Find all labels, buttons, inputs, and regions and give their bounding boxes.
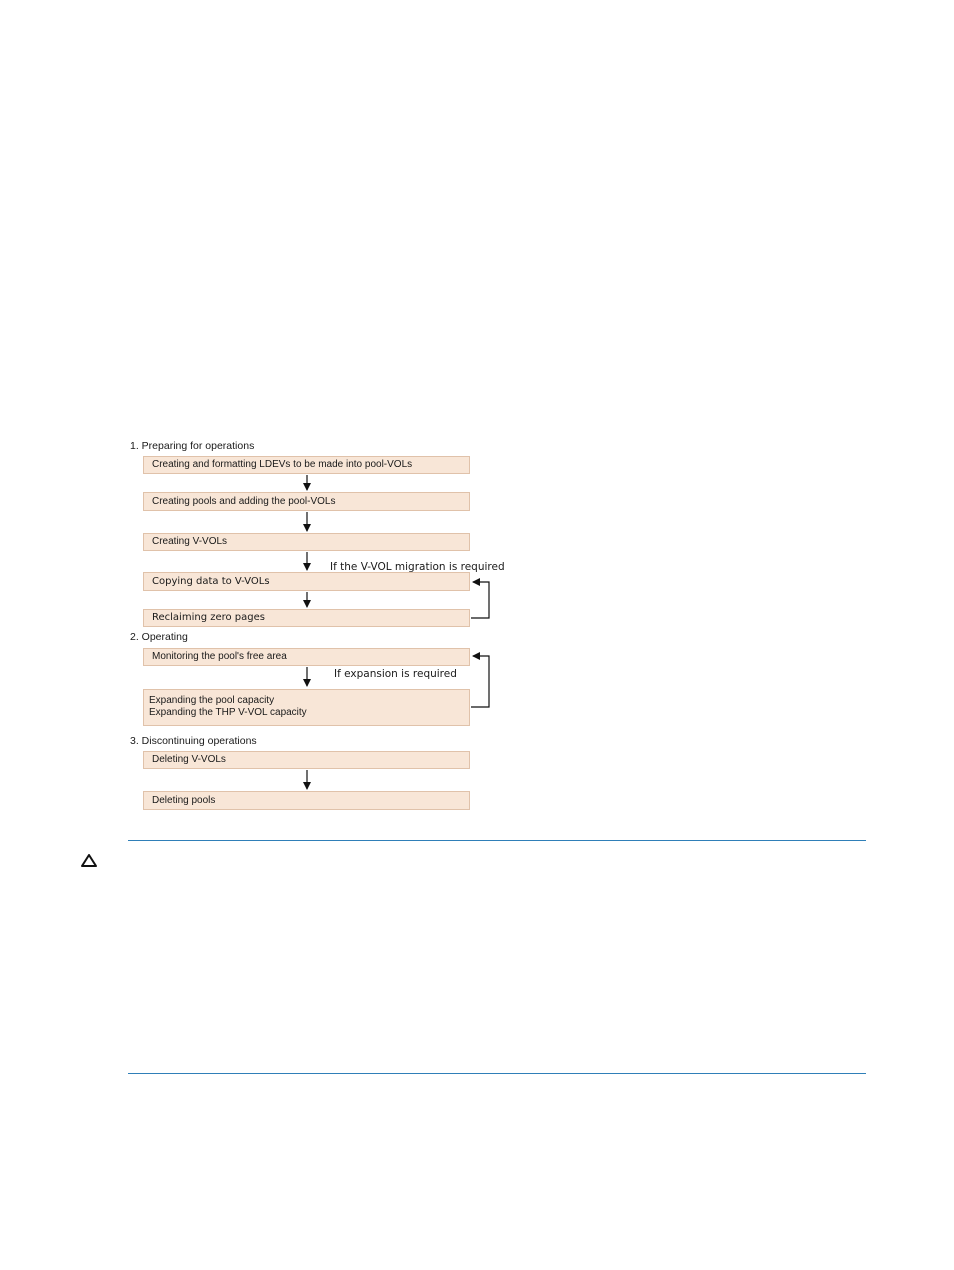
caution-triangle-icon [80,853,98,873]
step-label-pool: Expanding the pool capacity [149,695,275,706]
step-label-thp: Expanding the THP V-VOL capacity [149,707,307,718]
step-label: Monitoring the pool's free area [152,651,287,662]
caution-bottom-rule [128,1073,866,1074]
step-label: Creating V-VOLs [152,536,228,547]
step-label: Deleting pools [152,795,216,806]
loop-arrow-expansion [471,656,489,707]
step-label: Reclaiming zero pages [152,612,265,623]
section-discontinuing: 3. Discontinuing operations [130,735,257,747]
loop-arrow-migration [471,582,489,618]
step-label: Creating and formatting LDEVs to be made into pool-VOLs [152,459,413,470]
section-operating: 2. Operating [130,631,188,643]
caution-top-rule [128,840,866,841]
note-expansion: If expansion is required [334,668,457,680]
step-label: Copying data to V-VOLs [152,576,270,587]
step-label: Deleting V-VOLs [152,754,226,765]
note-migration: If the V-VOL migration is required [330,561,505,573]
step-label: Creating pools and adding the pool-VOLs [152,496,336,507]
section-preparing: 1. Preparing for operations [130,440,255,452]
